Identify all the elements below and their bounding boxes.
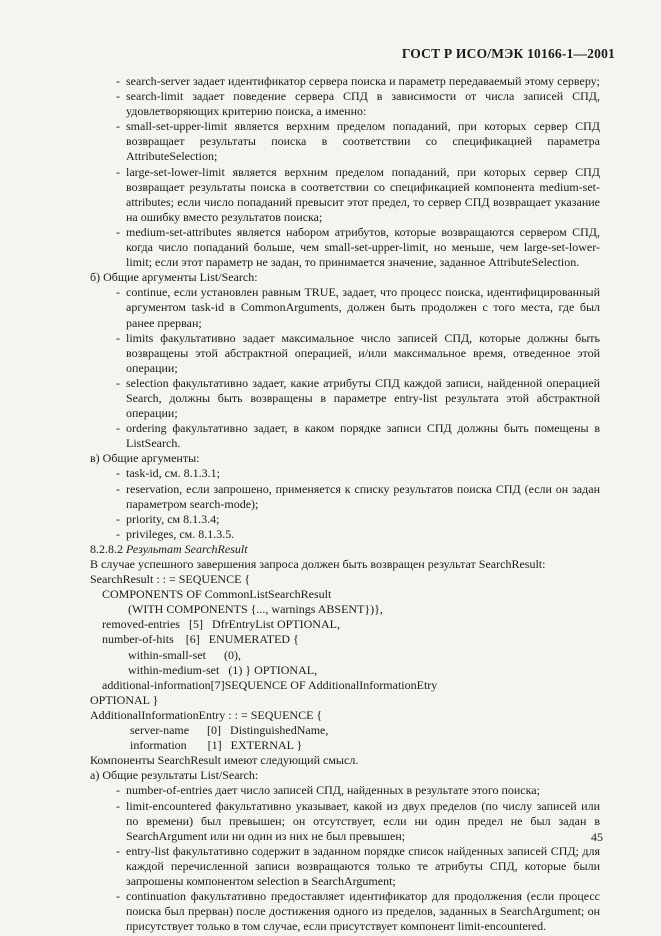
- code-line: COMPONENTS OF CommonListSearchResult: [102, 587, 332, 602]
- list-item: - large-set-lower-limit является верхним пределом попаданий, при которых сервер СПД возвращает результаты поиска в соответствии со спецификацией компонента medium-set-attributes; если число попаданий превысит этот предел, то сервер СПД возвращает указание на ошибку вместо результатов поиска;: [126, 165, 600, 225]
- document-header: ГОСТ Р ИСО/МЭК 10166-1—2001: [401, 46, 615, 61]
- list-item: - entry-list факультативно содержит в заданном порядке список найденных записей СПД; для каждой перечисленной записи возвращаются только те атрибуты СПД, которые были запрошены компонентом selection в SearchArgument;: [126, 844, 600, 889]
- list-item: - number-of-entries дает число записей СПД, найденных в результате этого поиска;: [126, 783, 600, 798]
- list-item: - ordering факультативно задает, в каком порядке записи СПД должны быть помещены в ListSearch.: [126, 421, 600, 451]
- code-line: server-name [0] DistinguishedName,: [130, 723, 329, 738]
- list-item: - search-limit задает поведение сервера СПД в зависимости от числа записей СПД, удовлетворяющих критерию поиска, а именно:: [126, 89, 600, 119]
- list-item: - limit-encountered факультативно указывает, какой из двух пределов (по числу записей или по времени) был превышен; он отсутствует, если ни один предел не был задан в SearchArgument или ни один из них не был превышен;: [126, 799, 600, 844]
- code-line: removed-entries [5] DfrEntryList OPTIONAL,: [102, 617, 340, 632]
- list-a-tail: [90, 74, 600, 270]
- page-number: 45: [591, 830, 603, 844]
- section-v-list: [90, 466, 600, 541]
- subsection-heading: [90, 542, 600, 557]
- subsection-title: Результат SearchResult: [126, 541, 248, 556]
- list-item: - continuation факультативно предоставляет идентификатор для продолжения (если процесс поиска был прерван) после достижения одного из пределов, заданных в SearchArgument; он присутствует только в том случае, если присутствует компонент limit-encountered.: [126, 889, 600, 934]
- code-line: SearchResult : : = SEQUENCE {: [90, 572, 251, 587]
- section-v-heading: в) Общие аргументы:: [90, 451, 200, 466]
- list-item: - reservation, если запрошено, применяется к списку результатов поиска СПД (если он задан параметром search-mode);: [126, 482, 600, 512]
- list-item: - privileges, см. 8.1.3.5.: [126, 527, 600, 542]
- list-item: - continue, если установлен равным TRUE, задает, что процесс поиска, идентифицированный аргументом task-id в CommonArguments, должен быть продолжен с того места, где был ранее прерван;: [126, 285, 600, 330]
- intro-text: В случае успешного завершения запроса должен быть возвращен результат SearchResult:: [90, 557, 546, 571]
- list-item: - selection факультативно задает, какие атрибуты СПД каждой записи, найденной операцией Search, должны быть возвращены в параметре entry-list результата этой абстрактной операции;: [126, 376, 600, 421]
- code-line: AdditionalInformationEntry : : = SEQUENCE {: [90, 707, 323, 722]
- section-a2-heading: а) Общие результаты List/Search:: [90, 768, 259, 783]
- code-line: additional-information[7]SEQUENCE OF AdditionalInformationEtry: [102, 677, 438, 692]
- code-line: number-of-hits [6] ENUMERATED {: [102, 632, 299, 647]
- code-line: within-medium-set (1) } OPTIONAL,: [128, 662, 318, 677]
- list-item: - limits факультативно задает максимальное число записей СПД, которые должны быть возвращены этой абстрактной операцией, и/или максимальное время, отведенное этой операции;: [126, 331, 600, 376]
- list-item: - medium-set-attributes является набором атрибутов, которые возвращаются сервером СПД, когда число попаданий больше, чем small-set-upper-limit, но меньше, чем large-set-lower-limit; если этот параметр не задан, то принимается значение, заданное AttributeSelection.: [126, 225, 600, 270]
- code-line: OPTIONAL }: [90, 692, 159, 707]
- components-intro: Компоненты SearchResult имеют следующий смысл.: [90, 753, 359, 768]
- asn1-code-block: [90, 572, 600, 753]
- document-body: [90, 74, 600, 934]
- section-b-list: [90, 285, 600, 451]
- list-item: - priority, см 8.1.3.4;: [126, 512, 600, 527]
- section-b-heading: б) Общие аргументы List/Search:: [90, 270, 258, 285]
- code-line: (WITH COMPONENTS {..., warnings ABSENT})},: [128, 602, 383, 617]
- list-item: - small-set-upper-limit является верхним пределом попаданий, при которых сервер СПД возвращает результаты поиска в соответствии со спецификацией параметра AttributeSelection;: [126, 119, 600, 164]
- section-a2-list: [90, 783, 600, 934]
- code-line: information [1] EXTERNAL }: [130, 738, 303, 753]
- subsection-number: 8.2.8.2: [90, 541, 123, 556]
- code-line: within-small-set (0),: [128, 647, 241, 662]
- list-item: - task-id, см. 8.1.3.1;: [126, 466, 600, 481]
- list-item: - search-server задает идентификатор сервера поиска и параметр передаваемый этому серверу;: [126, 74, 600, 89]
